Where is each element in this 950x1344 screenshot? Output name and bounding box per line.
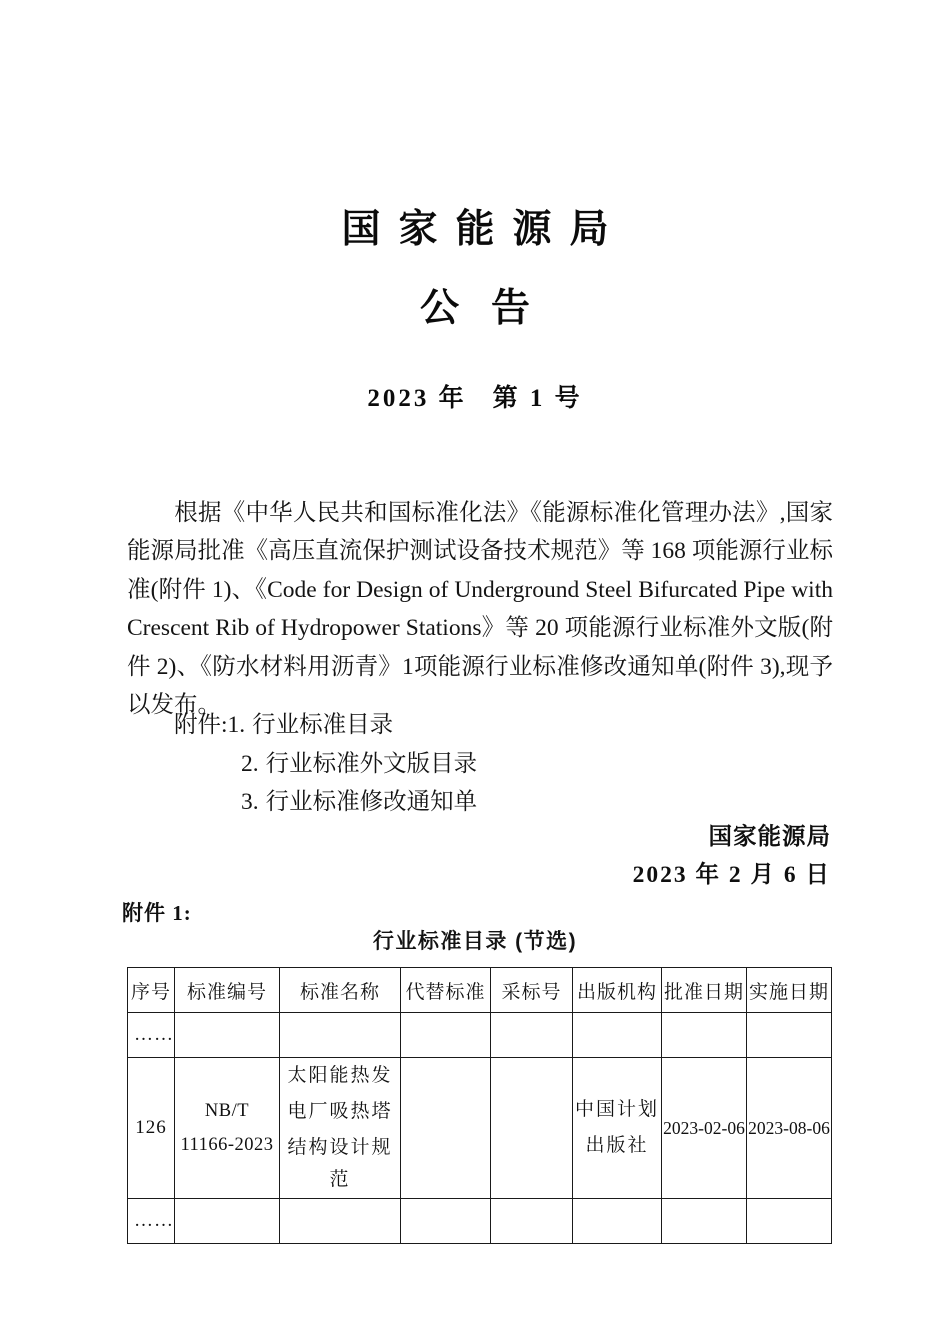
document-kind-title: 公告 [419, 286, 562, 330]
cell-approval-date [662, 1058, 747, 1199]
signature-organization: 国家能源局 [708, 824, 831, 850]
column-header-standard-name: 标准名称 [280, 968, 401, 1013]
column-header-replaced-standard: 代替标准 [401, 968, 491, 1013]
column-header-sequence: 序号 [128, 968, 175, 1013]
attachment-list-item [127, 706, 833, 745]
document-number-serial: 第 1 号 [492, 384, 583, 412]
cell-sequence-value: 126 [135, 1117, 167, 1138]
cell-adopted-code [491, 1058, 573, 1199]
table-header [128, 968, 832, 1013]
signature-date: 2023 年 2 月 6 日 [632, 862, 831, 888]
cell-standard-code-line1: NB/T [204, 1101, 250, 1121]
cell-standard-name [280, 1058, 401, 1199]
column-header-adopted-code: 采标号 [491, 968, 573, 1013]
empty-cell [280, 1013, 401, 1058]
empty-cell [491, 1199, 573, 1244]
empty-cell [573, 1013, 662, 1058]
cell-standard-name-line2: 电厂吸热塔 [287, 1101, 393, 1122]
cell-publisher-line2: 出版社 [585, 1135, 649, 1156]
cell-approval-date-value: 2023-02-06 [663, 1118, 745, 1138]
attachment-list-label: 附件: [174, 712, 228, 738]
appendix-label: 附件 1: [122, 901, 192, 925]
cell-publisher-line1: 中国计划 [574, 1099, 659, 1120]
cell-standard-code-line2: 11166-2023 [180, 1135, 274, 1155]
cell-standard-code [175, 1058, 280, 1199]
empty-cell [662, 1199, 747, 1244]
attachment-item-text: 行业标准修改通知单 [265, 789, 478, 815]
table-body [128, 1013, 832, 1244]
empty-cell [175, 1013, 280, 1058]
document-number [0, 378, 950, 414]
empty-cell [280, 1199, 401, 1244]
attachment-item-number: 1. [227, 712, 246, 738]
attachment-item-text: 行业标准外文版目录 [265, 750, 478, 777]
issuing-organization-title: 国家能源局 [341, 208, 627, 251]
cell-effective-date [747, 1058, 832, 1199]
empty-cell [573, 1199, 662, 1244]
empty-cell [662, 1013, 747, 1058]
announcement-paragraph [127, 494, 833, 725]
masthead [0, 208, 950, 414]
empty-cell [747, 1199, 832, 1244]
empty-cell [401, 1199, 491, 1244]
column-header-publisher: 出版机构 [573, 968, 662, 1013]
table-row [128, 1058, 832, 1199]
empty-cell [491, 1013, 573, 1058]
table-caption: 行业标准目录 (节选) [372, 930, 578, 953]
attachment-list-item [127, 745, 833, 784]
attachment-item-text: 行业标准目录 [252, 712, 394, 738]
attachment-list-item [127, 783, 833, 822]
column-header-effective-date: 实施日期 [747, 968, 832, 1013]
document-number-year: 2023 年 [367, 384, 467, 412]
cell-effective-date-value: 2023-08-06 [748, 1118, 830, 1138]
cell-publisher [573, 1058, 662, 1199]
cell-replaced-standard [401, 1058, 491, 1199]
signature-block [127, 818, 833, 894]
announcement-paragraph-text: 根据《中华人民共和国标准化法》《能源标准化管理办法》,国家能源局批准《高压直流保护测试设备技术规范》等 168 项能源行业标准(附件 1)、《Code for Design of Underground Steel Bifurcated Pipe with Crescent Rib of Hydropower Stations》等 20 项能源行业标准外文版(附件 2)、《防水材料用沥青》1项能源行业标准修改通知单(附件 3),现予以发布。 [127, 499, 833, 718]
table-header-row [128, 968, 832, 1013]
table-row [128, 1013, 832, 1058]
empty-cell [401, 1013, 491, 1058]
column-header-approval-date: 批准日期 [662, 968, 747, 1013]
standards-catalog-table [127, 967, 832, 1244]
attachment-item-number: 3. [241, 789, 259, 815]
ellipsis-cell: …… [128, 1013, 175, 1058]
cell-sequence [128, 1058, 175, 1199]
empty-cell [747, 1013, 832, 1058]
attachment-item-number: 2. [241, 750, 259, 777]
attachment-list [127, 706, 833, 822]
column-header-standard-code: 标准编号 [175, 968, 280, 1013]
table-row [128, 1199, 832, 1244]
ellipsis-cell: …… [128, 1199, 175, 1244]
empty-cell [175, 1199, 280, 1244]
cell-standard-name-line1: 太阳能热发 [287, 1065, 393, 1086]
cell-standard-name-line3: 结构设计规范 [287, 1137, 393, 1190]
